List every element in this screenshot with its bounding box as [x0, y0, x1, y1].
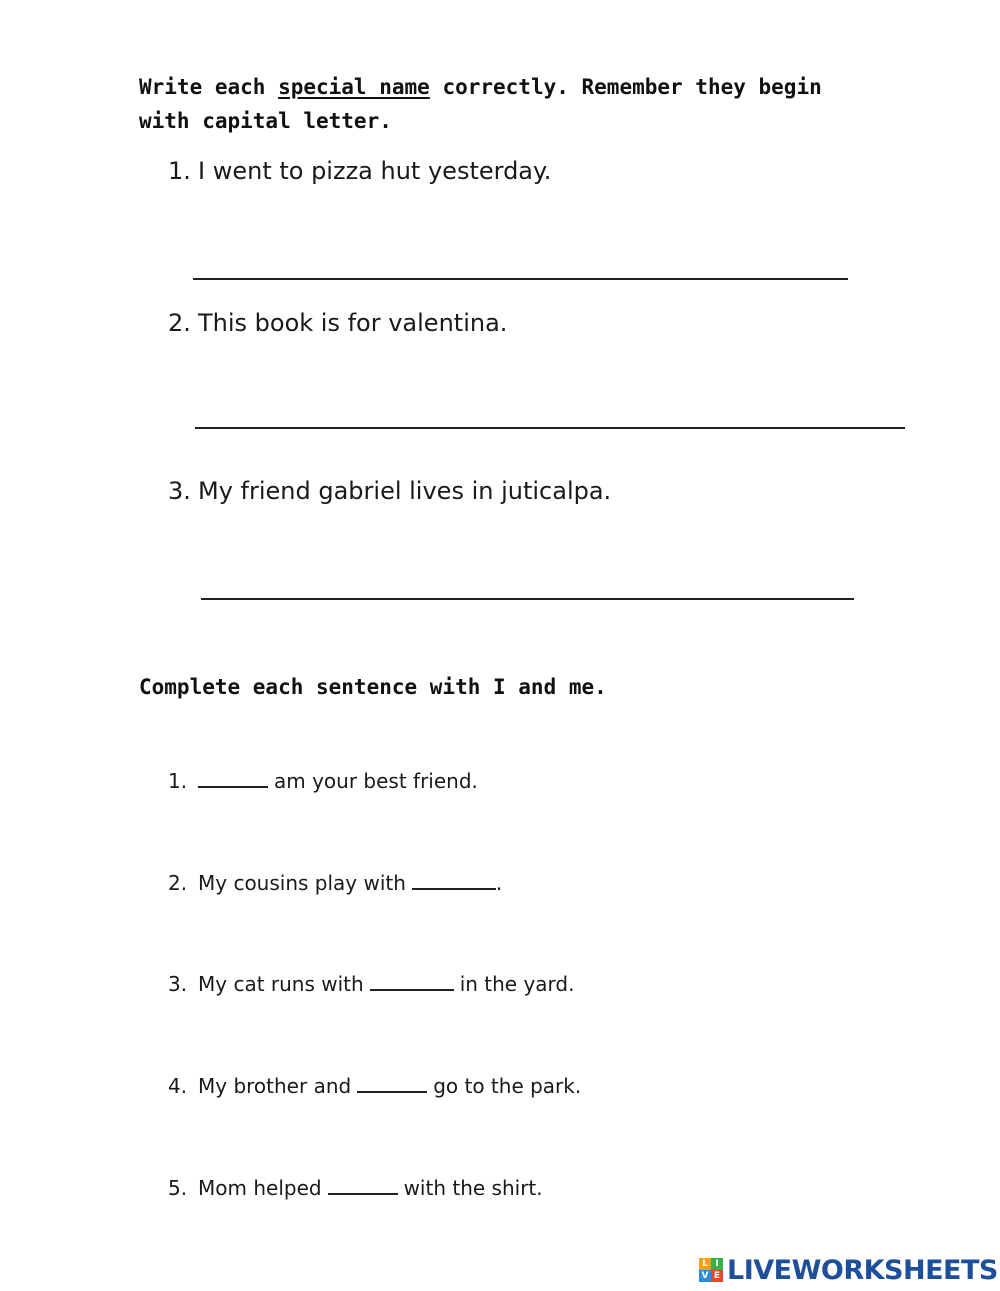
complete-item-2	[168, 868, 502, 896]
sentence-text: Mom helped	[198, 1176, 322, 1200]
complete-item-1	[168, 766, 478, 794]
complete-item-4	[168, 1071, 581, 1099]
logo-mark-cell: I	[711, 1258, 723, 1270]
instruction-capital-letters	[139, 70, 879, 138]
liveworksheets-logo	[699, 1254, 998, 1286]
blank-field[interactable]	[198, 766, 268, 788]
sentence-text: This book is for valentina.	[198, 309, 508, 337]
logo-mark-cell: E	[711, 1270, 723, 1282]
sentence-text: My brother and	[198, 1074, 352, 1098]
answer-line-1[interactable]	[193, 278, 848, 280]
sentence-text: My friend gabriel lives in juticalpa.	[198, 477, 612, 505]
sentence-text: in the yard.	[459, 972, 575, 996]
instruction-text: Write each	[139, 75, 279, 99]
sentence-text: I went to pizza hut yesterday.	[198, 157, 552, 185]
sentence-text: go to the park.	[433, 1074, 582, 1098]
liveworksheets-mark-icon	[699, 1258, 723, 1282]
blank-field[interactable]	[357, 1071, 427, 1093]
item-number: 5.	[168, 1176, 188, 1200]
sentence-text: My cat runs with	[198, 972, 364, 996]
instruction-text: correctly. Remember they begin with capital letter.	[139, 75, 822, 133]
complete-item-3	[168, 969, 574, 997]
instruction-i-and-me: Complete each sentence with I and me.	[139, 675, 607, 699]
item-number: 2.	[168, 871, 188, 895]
sentence-text: am your best friend.	[274, 769, 478, 793]
logo-text: LIVEWORKSHEETS	[727, 1254, 998, 1286]
item-number: 2.	[168, 309, 191, 337]
sentence-2	[168, 308, 507, 338]
item-number: 4.	[168, 1074, 188, 1098]
item-number: 3.	[168, 972, 188, 996]
logo-mark-cell: V	[699, 1270, 711, 1282]
sentence-text: with the shirt.	[403, 1176, 543, 1200]
complete-item-5	[168, 1173, 543, 1201]
sentence-text: My cousins play with	[198, 871, 406, 895]
answer-line-2[interactable]	[195, 427, 905, 429]
instruction-underlined-text: special name	[278, 75, 430, 99]
blank-field[interactable]	[412, 868, 496, 890]
item-number: 1.	[168, 769, 188, 793]
item-number: 3.	[168, 477, 191, 505]
answer-line-3[interactable]	[201, 598, 854, 600]
item-number: 1.	[168, 157, 191, 185]
logo-mark-cell: L	[699, 1258, 711, 1270]
blank-field[interactable]	[328, 1173, 398, 1195]
sentence-text: .	[495, 871, 503, 895]
sentence-1	[168, 156, 551, 186]
blank-field[interactable]	[370, 969, 454, 991]
sentence-3	[168, 476, 611, 506]
